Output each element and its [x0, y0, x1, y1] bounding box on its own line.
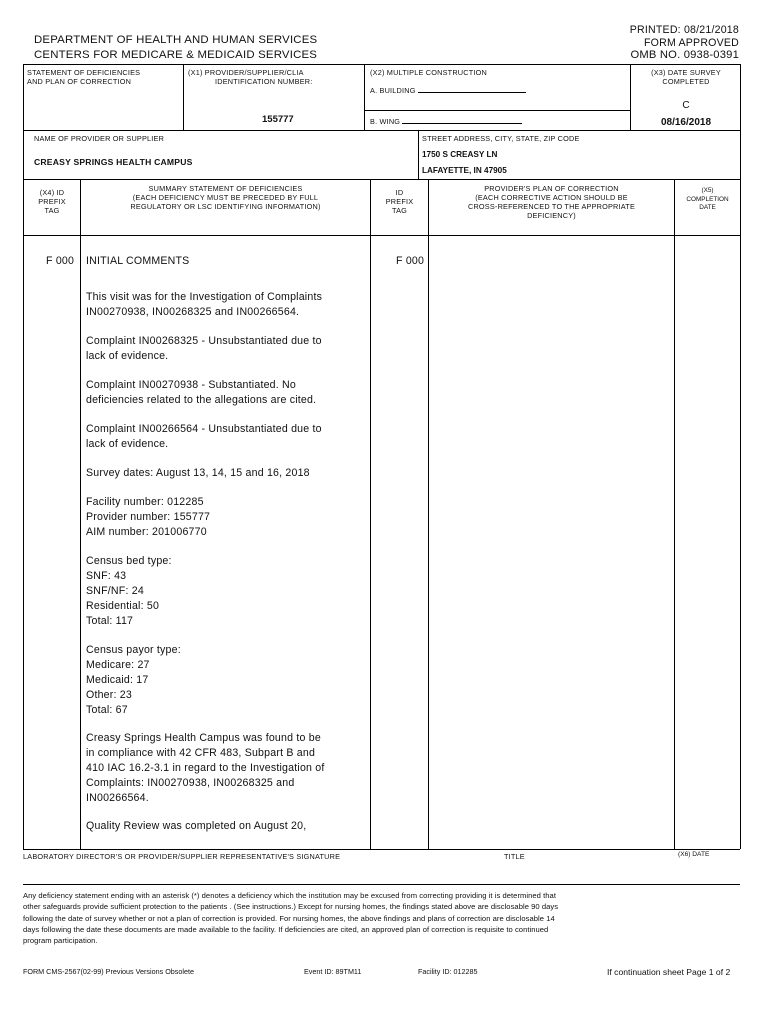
comment-line: Complaint IN00266564 - Unsubstantiated due to	[86, 423, 322, 435]
prefix-tag-left: F 000	[46, 255, 75, 267]
comment-paragraph	[86, 554, 336, 629]
form-id: FORM CMS-2567(02-99) Previous Versions Obsolete	[23, 967, 194, 976]
continuation-page: If continuation sheet Page 1 of 2	[607, 967, 731, 977]
printed-date: PRINTED: 08/21/2018	[629, 24, 739, 36]
comment-line: Provider number: 155777	[86, 511, 211, 523]
disclaimer-line: other safeguards provide sufficient protection to the patients . (See instructions.) Except for nursing homes, the findings stated above are disclosable 90 days	[23, 902, 559, 912]
comment-line: 410 IAC 16.2-3.1 in regard to the Investigation of	[86, 762, 325, 774]
statement-label: STATEMENT OF DEFICIENCIES AND PLAN OF CORRECTION	[27, 68, 141, 86]
prefix-tag-right: F 000	[396, 255, 425, 267]
address-line-2: LAFAYETTE, IN 47905	[422, 166, 507, 175]
event-id: Event ID: 89TM11	[304, 967, 362, 976]
survey-code: C	[682, 100, 690, 111]
comment-line: AIM number: 201006770	[86, 526, 207, 538]
agency-line-2: CENTERS FOR MEDICARE & MEDICAID SERVICES	[34, 49, 318, 61]
comment-line: lack of evidence.	[86, 438, 169, 450]
disclaimer-line: days following the date these documents are made available to the facility. If deficiencies are cited, an approved plan of correction is requisite to continued	[23, 924, 549, 934]
comment-paragraph	[86, 290, 336, 320]
comment-line: Creasy Springs Health Campus was found to be	[86, 732, 321, 744]
x3-label: (X3) DATE SURVEY COMPLETED	[651, 68, 721, 86]
id-prefix-header: ID PREFIX TAG	[385, 188, 414, 215]
comment-paragraph	[86, 378, 336, 408]
comment-line: Medicaid: 17	[86, 674, 149, 686]
comment-paragraph	[86, 643, 336, 718]
comment-line: Quality Review was completed on August 20,	[86, 820, 307, 832]
comment-line: SNF: 43	[86, 570, 127, 582]
comment-line: Total: 117	[86, 615, 134, 627]
form-approved: FORM APPROVED	[643, 36, 739, 49]
disclaimer-text	[23, 890, 558, 946]
agency-line-1: DEPARTMENT OF HEALTH AND HUMAN SERVICES	[34, 34, 318, 46]
address-label: STREET ADDRESS, CITY, STATE, ZIP CODE	[422, 134, 580, 143]
date-label: (X6) DATE	[678, 851, 710, 858]
signature-label: LABORATORY DIRECTOR'S OR PROVIDER/SUPPLIER REPRESENTATIVE'S SIGNATURE	[23, 852, 341, 861]
comment-paragraph	[86, 422, 336, 452]
completion-header: (X5) COMPLETION DATE	[686, 187, 729, 211]
plan-header: PROVIDER'S PLAN OF CORRECTION (EACH CORRECTIVE ACTION SHOULD BE CROSS-REFERENCED TO THE APPROPRIATE DEFICIENCY)	[467, 184, 636, 220]
building-blank	[418, 84, 526, 93]
facility-id: Facility ID: 012285	[418, 967, 478, 976]
comment-line: in compliance with 42 CFR 483, Subpart B and	[86, 747, 316, 759]
survey-completed-date: 08/16/2018	[660, 117, 712, 128]
comment-line: SNF/NF: 24	[86, 585, 144, 597]
comment-paragraph	[86, 495, 336, 540]
provider-name-label: NAME OF PROVIDER OR SUPPLIER	[34, 134, 165, 143]
provider-name: CREASY SPRINGS HEALTH CAMPUS	[34, 157, 193, 167]
comment-paragraph	[86, 731, 336, 806]
disclaimer-line: Any deficiency statement ending with an asterisk (*) denotes a deficiency which the institution may be excused from correcting providing it is determined that	[23, 891, 556, 900]
comment-line: Census bed type:	[86, 555, 172, 567]
x4-header: (X4) ID PREFIX TAG	[38, 188, 66, 215]
comment-line: Other: 23	[86, 689, 132, 701]
address-line-1: 1750 S CREASY LN	[422, 150, 498, 159]
comment-paragraph	[86, 334, 336, 364]
comment-line: Census payor type:	[86, 644, 181, 656]
disclaimer-line: following the date of survey whether or not a plan of correction is provided. For nursing homes, the above findings and plans of correction are disclosable 14	[23, 913, 555, 923]
disclaimer-line: program participation.	[23, 936, 98, 946]
comment-paragraph	[86, 466, 336, 481]
comment-line: lack of evidence.	[86, 350, 169, 362]
provider-id-number: 155777	[262, 114, 294, 125]
summary-header: SUMMARY STATEMENT OF DEFICIENCIES (EACH DEFICIENCY MUST BE PRECEDED BY FULL REGULATORY OR LSC IDENTIFYING INFORMATION)	[130, 184, 321, 211]
comment-line: Total: 67	[86, 704, 128, 716]
comment-line: Complaints: IN00270938, IN00268325 and	[86, 777, 295, 789]
comment-line: deficiencies related to the allegations are cited.	[86, 394, 317, 406]
comment-line: Residential: 50	[86, 600, 160, 612]
x1-label: (X1) PROVIDER/SUPPLIER/CLIA IDENTIFICATION NUMBER:	[188, 68, 313, 86]
comment-paragraph	[86, 819, 336, 834]
comment-line: Complaint IN00268325 - Unsubstantiated due to	[86, 335, 322, 347]
comment-line: Survey dates: August 13, 14, 15 and 16, 2018	[86, 467, 310, 479]
comment-line: IN00270938, IN00268325 and IN00266564.	[86, 306, 300, 318]
building-field: A. BUILDING	[370, 84, 526, 95]
omb-number: OMB NO. 0938-0391	[630, 49, 739, 61]
wing-field: B. WING	[370, 115, 522, 126]
comment-line: Medicare: 27	[86, 659, 150, 671]
entry-title: INITIAL COMMENTS	[86, 255, 190, 267]
comment-line: IN00266564.	[86, 792, 149, 804]
title-label: TITLE	[504, 852, 525, 861]
wing-blank	[402, 115, 522, 124]
x2-label: (X2) MULTIPLE CONSTRUCTION	[370, 68, 487, 77]
form-status-block	[630, 24, 739, 62]
comment-line: Facility number: 012285	[86, 496, 204, 508]
agency-header	[34, 33, 317, 63]
comment-line: This visit was for the Investigation of Complaints	[86, 291, 323, 303]
comment-line: Complaint IN00270938 - Substantiated. No	[86, 379, 296, 391]
